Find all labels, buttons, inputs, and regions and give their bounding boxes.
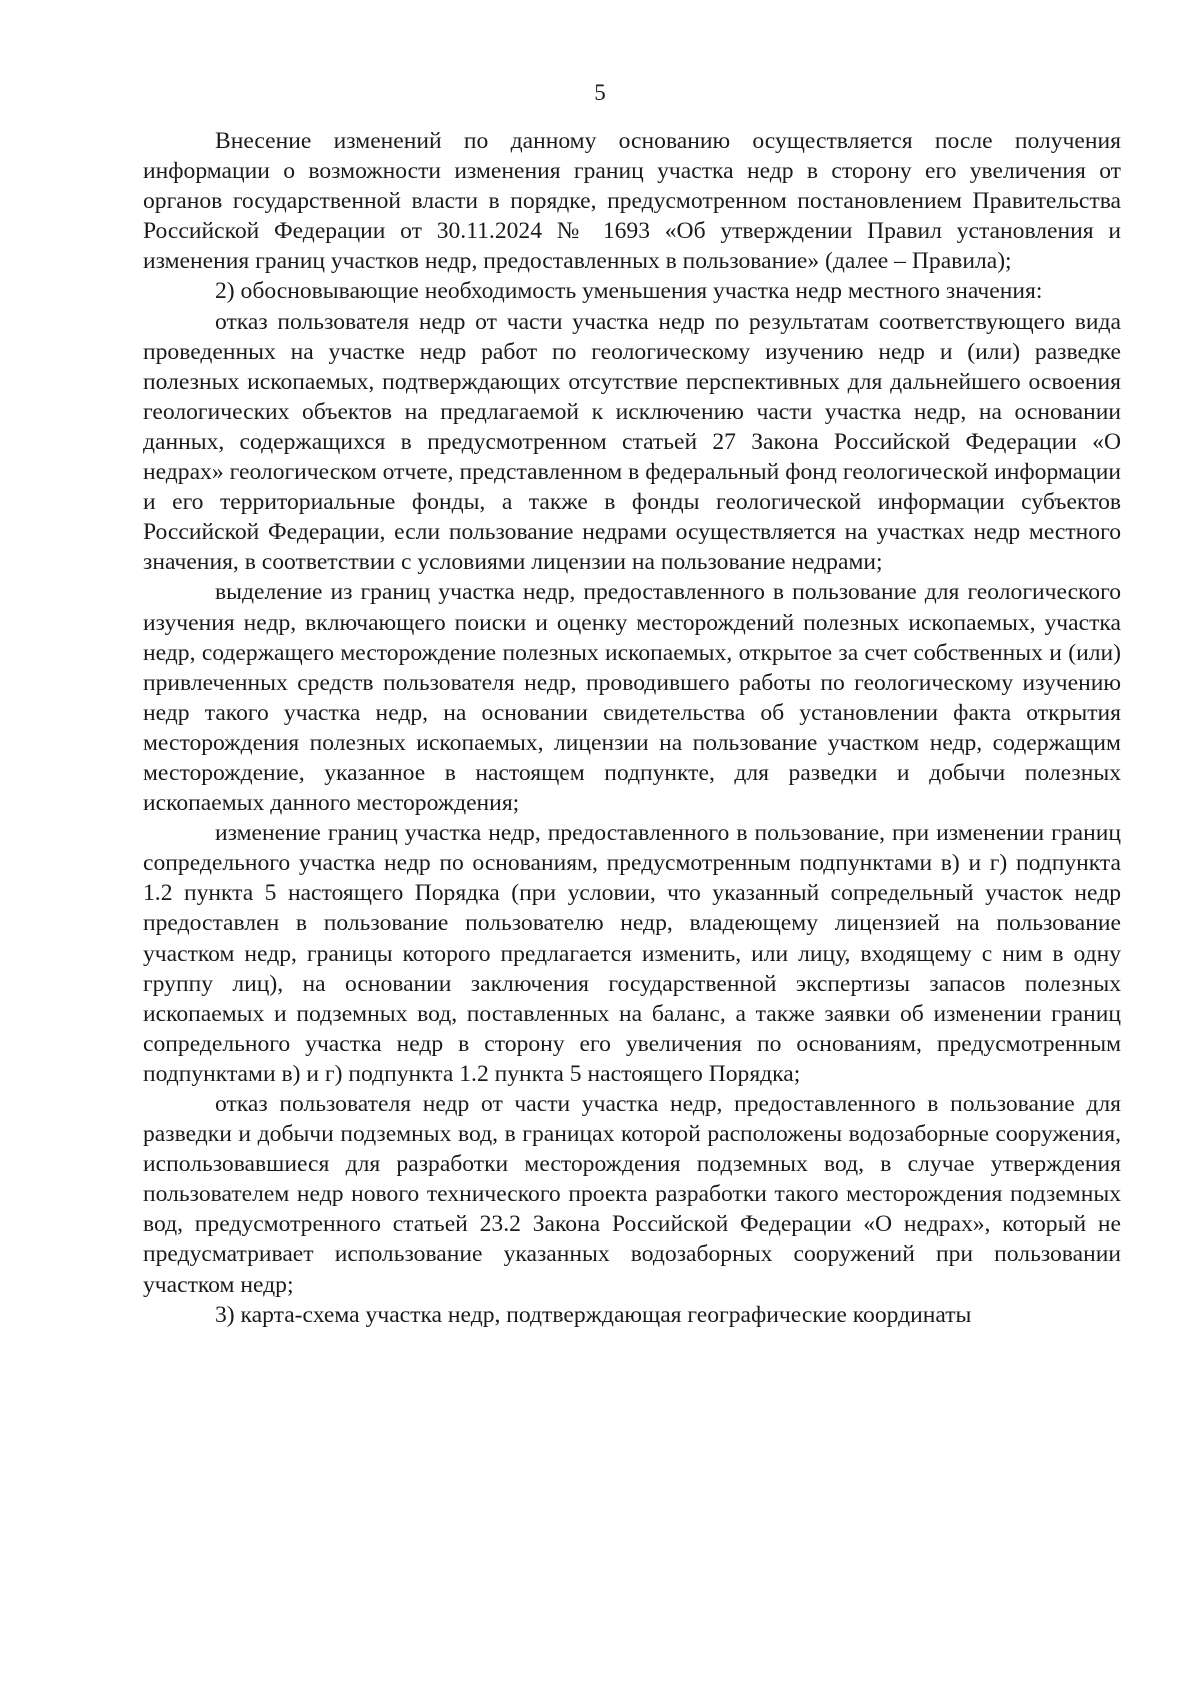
document-body — [143, 126, 1121, 1330]
paragraph-deposit-separation: выделение из границ участка недр, предоставленного в пользование для геологического изучения недр, включающего поиски и оценку месторождений полезных ископаемых, участка недр, содержащего месторождение полезных ископаемых, открытое за счет собственных и (или) привлеченных средств пользователя недр, проводившего работы по геологическому изучению недр такого участка недр, на основании свидетельства об установлении факта открытия месторождения полезных ископаемых, лицензии на пользование участком недр, содержащим месторождение, указанное в настоящем подпункте, для разведки и добычи полезных ископаемых данного месторождения; — [143, 579, 1121, 817]
paragraph-item-2-heading: 2) обосновывающие необходимость уменьшения участка недр местного значения: — [215, 278, 1043, 305]
paragraph-item-3-map: 3) карта-схема участка недр, подтверждающая географические координаты — [215, 1301, 972, 1328]
paragraph-waiver-by-results: отказ пользователя недр от части участка недр по результатам соответствующего вида проведенных на участке недр работ по геологическому изучению недр и (или) разведке полезных ископаемых, подтверждающих отсутствие перспективных для дальнейшего освоения геологических объектов на предлагаемой к исключению части участка недр, на основании данных, содержащихся в предусмотренном статьей 27 Закона Российской Федерации «О недрах» геологическом отчете, представленном в федеральный фонд геологической информации и его территориальные фонды, а также в фонды геологической информации субъектов Российской Федерации, если пользование недрами осуществляется на участках недр местного значения, в соответствии с условиями лицензии на пользование недрами; — [143, 308, 1121, 576]
paragraph-amendment-procedure: Внесение изменений по данному основанию осуществляется после получения информации о возможности изменения границ участка недр в сторону его увеличения от органов государственной власти в порядке, предусмотренном постановлением Правительства Российской Федерации от 30.11.2024 № 1693 «Об утверждении Правил установления и изменения границ участков недр, предоставленных в пользование» (далее – Правила); — [143, 128, 1121, 275]
page-number: 5 — [594, 80, 606, 105]
paragraph-adjacent-boundaries: изменение границ участка недр, предоставленного в пользование, при изменении границ сопредельного участка недр по основаниям, предусмотренным подпунктами в) и г) подпункта 1.2 пункта 5 настоящего Порядка (при условии, что указанный сопредельный участок недр предоставлен в пользование пользователю недр, владеющему лицензией на пользование участком недр, границы которого предлагается изменить, или лицу, входящему с ним в одну группу лиц), на основании заключения государственной экспертизы запасов полезных ископаемых и подземных вод, поставленных на баланс, а также заявки об изменении границ сопредельного участка недр в сторону его увеличения по основаниям, предусмотренным подпунктами в) и г) подпункта 1.2 пункта 5 настоящего Порядка; — [143, 820, 1121, 1087]
paragraph-water-intake-waiver: отказ пользователя недр от части участка недр, предоставленного в пользование для разведки и добычи подземных вод, в границах которой расположены водозаборные сооружения, использовавшиеся для разработки месторождения подземных вод, в случае утверждения пользователем недр нового технического проекта разработки такого месторождения подземных вод, предусмотренного статьей 23.2 Закона Российской Федерации «О недрах», который не предусматривает использование указанных водозаборных сооружений при пользовании участком недр; — [143, 1091, 1121, 1298]
